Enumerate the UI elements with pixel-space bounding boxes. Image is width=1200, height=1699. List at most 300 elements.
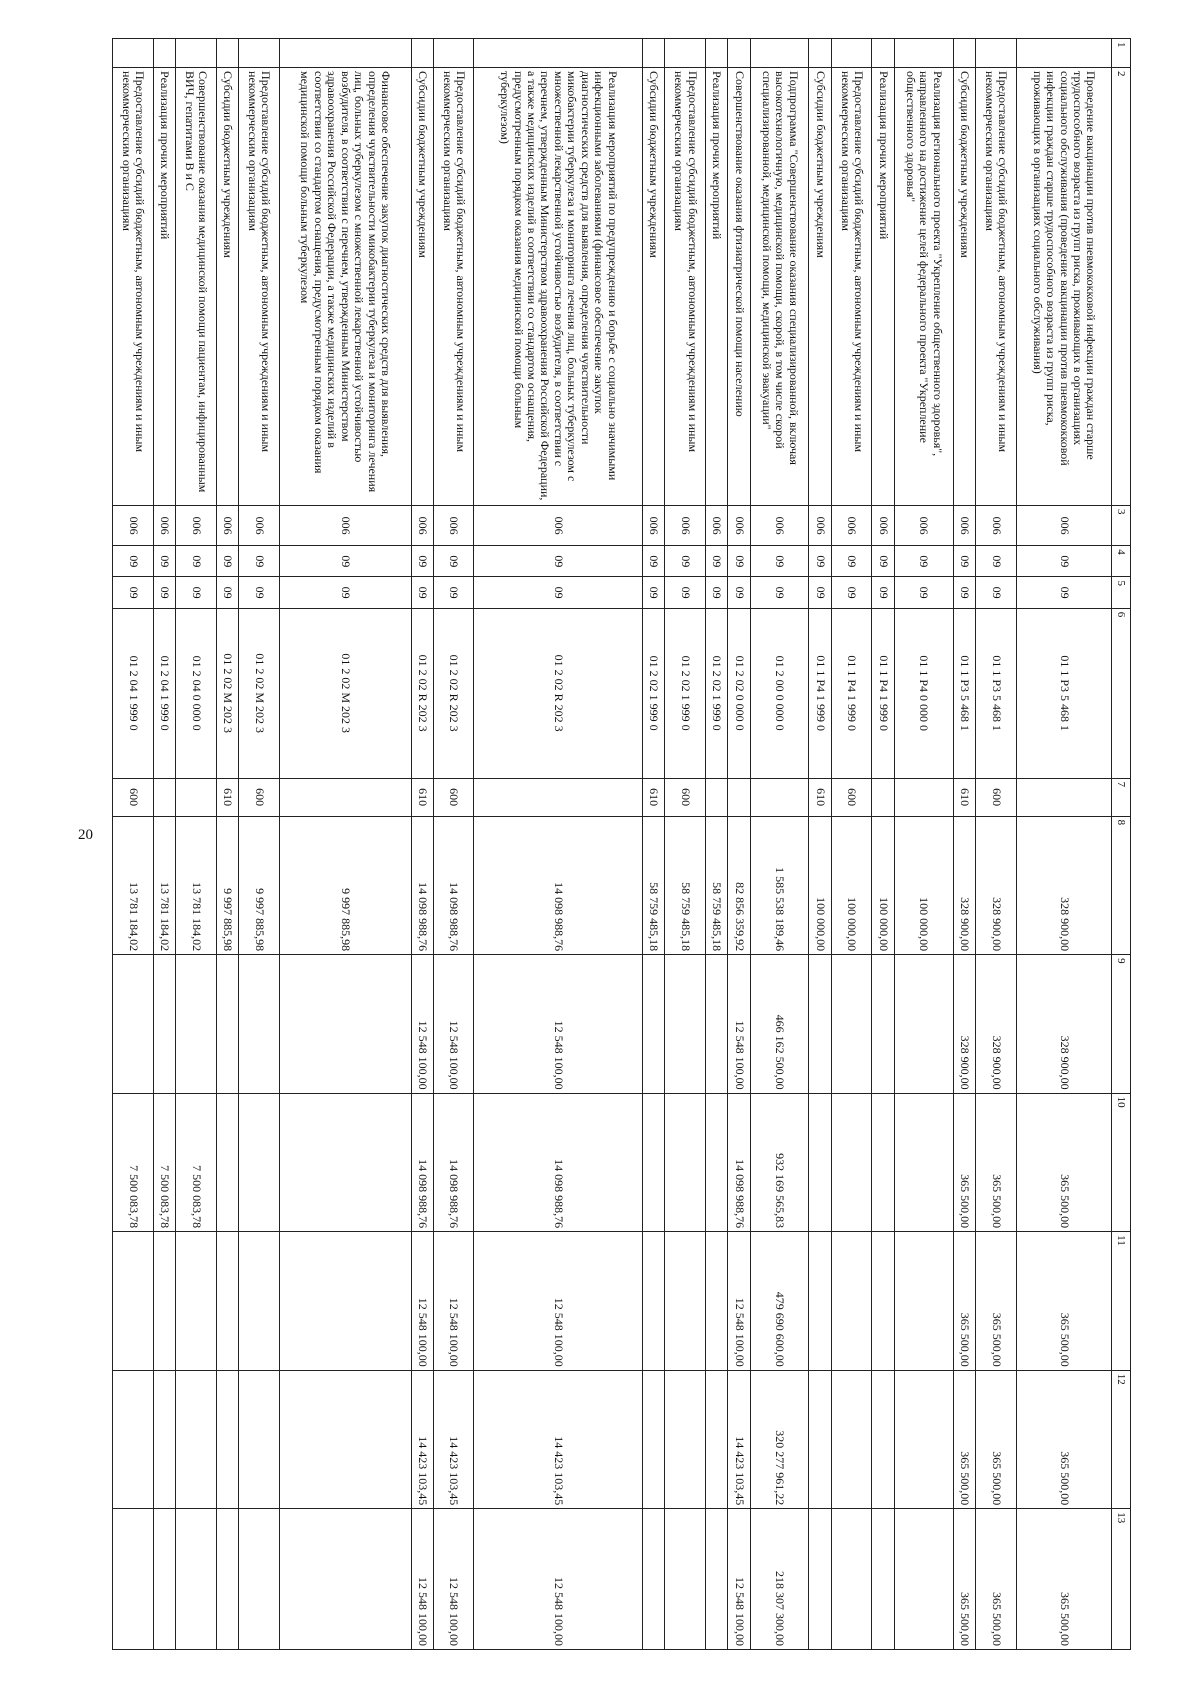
section-code: 09 [750, 546, 809, 577]
amount-col-9 [809, 955, 831, 1094]
budget-table-sheet [112, 38, 1131, 1650]
row-index [113, 39, 154, 68]
section-code: 09 [238, 546, 279, 577]
expense-type-code [474, 778, 642, 816]
target-article-code: 01 2 02 M 202 3 [279, 608, 411, 778]
row-description: Предоставление субсидий бюджетным, автономным учреждениям и иным некоммерческим организациям [665, 68, 706, 506]
amount-col-8: 58 759 485,18 [705, 816, 727, 955]
amount-col-11 [705, 1232, 727, 1371]
amount-col-8: 13 781 184,02 [153, 816, 175, 955]
target-article-code: 01 2 02 0 000 0 [728, 608, 750, 778]
subsection-code: 09 [872, 577, 894, 608]
amount-col-12 [665, 1370, 706, 1509]
row-description: Предоставление субсидий бюджетным, автономным учреждениям и иным некоммерческим организациям [113, 68, 154, 506]
amount-col-11: 365 500,00 [975, 1232, 1016, 1371]
amount-col-11 [872, 1232, 894, 1371]
amount-col-8: 82 856 359,92 [728, 816, 750, 955]
amount-col-9 [176, 955, 217, 1094]
amount-col-11 [809, 1232, 831, 1371]
amount-col-13: 12 548 100,00 [474, 1509, 642, 1650]
section-code: 09 [474, 546, 642, 577]
amount-col-12 [872, 1370, 894, 1509]
amount-col-13 [894, 1509, 953, 1650]
subsection-code: 09 [831, 577, 872, 608]
row-index [705, 39, 727, 68]
amount-col-10 [831, 1093, 872, 1232]
table-row [665, 39, 706, 1650]
page-number: 20 [78, 827, 93, 843]
row-description: Субсидии бюджетным учреждениям [953, 68, 975, 506]
header-row [1112, 39, 1131, 1650]
amount-col-12 [153, 1370, 175, 1509]
amount-col-11: 479 690 600,00 [750, 1232, 809, 1371]
amount-col-11 [113, 1232, 154, 1371]
table-row [153, 39, 175, 1650]
admin-code: 006 [474, 505, 642, 545]
admin-code: 006 [728, 505, 750, 545]
column-header: 3 [1112, 505, 1131, 545]
amount-col-8: 328 900,00 [1016, 816, 1111, 955]
amount-col-10: 7 500 083,78 [153, 1093, 175, 1232]
section-code: 09 [894, 546, 953, 577]
amount-col-13: 365 500,00 [975, 1509, 1016, 1650]
amount-col-12: 14 423 103,45 [474, 1370, 642, 1509]
amount-col-13 [642, 1509, 664, 1650]
expense-type-code: 600 [665, 778, 706, 816]
amount-col-12 [831, 1370, 872, 1509]
table-row [872, 39, 894, 1650]
section-code: 09 [153, 546, 175, 577]
amount-col-13: 365 500,00 [953, 1509, 975, 1650]
subsection-code: 09 [728, 577, 750, 608]
admin-code: 006 [176, 505, 217, 545]
amount-col-10 [238, 1093, 279, 1232]
column-header: 1 [1112, 39, 1131, 68]
amount-col-8: 328 900,00 [975, 816, 1016, 955]
row-index [872, 39, 894, 68]
table-row [176, 39, 217, 1650]
row-description: Реализация регионального проекта "Укрепление общественного здоровья", направленного на достижение целей федерального проекта "Укрепление общественного здоровья" [894, 68, 953, 506]
expense-type-code [705, 778, 727, 816]
admin-code: 006 [705, 505, 727, 545]
subsection-code: 09 [433, 577, 474, 608]
target-article-code: 01 2 04 0 000 0 [176, 608, 217, 778]
column-header: 9 [1112, 955, 1131, 1094]
target-article-code: 01 1 P4 1 999 0 [809, 608, 831, 778]
row-index [279, 39, 411, 68]
row-index [750, 39, 809, 68]
subsection-code: 09 [953, 577, 975, 608]
row-description: Субсидии бюджетным учреждениям [809, 68, 831, 506]
expense-type-code [872, 778, 894, 816]
column-header: 10 [1112, 1093, 1131, 1232]
expense-type-code: 610 [216, 778, 238, 816]
column-header: 8 [1112, 816, 1131, 955]
amount-col-9 [238, 955, 279, 1094]
amount-col-12 [642, 1370, 664, 1509]
row-index [831, 39, 872, 68]
row-description: Совершенствование оказания фтизиатрической помощи населению [728, 68, 750, 506]
expense-type-code: 610 [809, 778, 831, 816]
amount-col-12: 14 423 103,45 [411, 1370, 433, 1509]
amount-col-9: 12 548 100,00 [433, 955, 474, 1094]
amount-col-12: 14 423 103,45 [433, 1370, 474, 1509]
expense-type-code [153, 778, 175, 816]
amount-col-8: 9 997 885,98 [216, 816, 238, 955]
target-article-code: 01 2 02 R 202 3 [433, 608, 474, 778]
amount-col-10: 14 098 988,76 [433, 1093, 474, 1232]
amount-col-12 [216, 1370, 238, 1509]
amount-col-10: 365 500,00 [953, 1093, 975, 1232]
amount-col-8: 100 000,00 [872, 816, 894, 955]
amount-col-13 [176, 1509, 217, 1650]
amount-col-11 [665, 1232, 706, 1371]
row-index [665, 39, 706, 68]
subsection-code: 09 [665, 577, 706, 608]
expense-type-code [894, 778, 953, 816]
admin-code: 006 [894, 505, 953, 545]
row-index [153, 39, 175, 68]
column-header: 2 [1112, 68, 1131, 506]
row-index [411, 39, 433, 68]
column-header: 5 [1112, 577, 1131, 608]
row-index [975, 39, 1016, 68]
section-code: 09 [433, 546, 474, 577]
admin-code: 006 [113, 505, 154, 545]
amount-col-13: 365 500,00 [1016, 1509, 1111, 1650]
amount-col-8: 1 585 538 189,46 [750, 816, 809, 955]
target-article-code: 01 2 04 1 999 0 [113, 608, 154, 778]
amount-col-8: 13 781 184,02 [176, 816, 217, 955]
amount-col-13 [113, 1509, 154, 1650]
target-article-code: 01 2 02 1 999 0 [705, 608, 727, 778]
column-header: 12 [1112, 1370, 1131, 1509]
admin-code: 006 [216, 505, 238, 545]
amount-col-8: 13 781 184,02 [113, 816, 154, 955]
amount-col-13 [665, 1509, 706, 1650]
section-code: 09 [411, 546, 433, 577]
target-article-code: 01 1 P3 5 468 1 [975, 608, 1016, 778]
target-article-code: 01 1 P3 5 468 1 [953, 608, 975, 778]
amount-col-9 [113, 955, 154, 1094]
table-row [279, 39, 411, 1650]
amount-col-11 [176, 1232, 217, 1371]
section-code: 09 [705, 546, 727, 577]
amount-col-11: 365 500,00 [1016, 1232, 1111, 1371]
section-code: 09 [975, 546, 1016, 577]
amount-col-8: 14 098 988,76 [433, 816, 474, 955]
row-description: Реализация прочих мероприятий [872, 68, 894, 506]
admin-code: 006 [872, 505, 894, 545]
table-row [975, 39, 1016, 1650]
row-index [642, 39, 664, 68]
subsection-code: 09 [474, 577, 642, 608]
table-row [411, 39, 433, 1650]
amount-col-9: 12 548 100,00 [728, 955, 750, 1094]
amount-col-9 [642, 955, 664, 1094]
amount-col-10 [894, 1093, 953, 1232]
admin-code: 006 [831, 505, 872, 545]
admin-code: 006 [642, 505, 664, 545]
amount-col-9 [705, 955, 727, 1094]
amount-col-9 [665, 955, 706, 1094]
amount-col-11 [238, 1232, 279, 1371]
amount-col-13: 12 548 100,00 [411, 1509, 433, 1650]
amount-col-9 [153, 955, 175, 1094]
amount-col-12 [705, 1370, 727, 1509]
admin-code: 006 [153, 505, 175, 545]
subsection-code: 09 [216, 577, 238, 608]
amount-col-10: 14 098 988,76 [411, 1093, 433, 1232]
table-row [216, 39, 238, 1650]
target-article-code: 01 1 P4 1 999 0 [872, 608, 894, 778]
amount-col-13 [872, 1509, 894, 1650]
column-header: 4 [1112, 546, 1131, 577]
subsection-code: 09 [705, 577, 727, 608]
expense-type-code: 610 [642, 778, 664, 816]
subsection-code: 09 [176, 577, 217, 608]
amount-col-12 [809, 1370, 831, 1509]
amount-col-8: 58 759 485,18 [665, 816, 706, 955]
amount-col-8: 100 000,00 [831, 816, 872, 955]
admin-code: 006 [809, 505, 831, 545]
section-code: 09 [953, 546, 975, 577]
amount-col-12: 320 277 961,22 [750, 1370, 809, 1509]
expense-type-code [279, 778, 411, 816]
expense-type-code: 610 [411, 778, 433, 816]
column-header: 6 [1112, 608, 1131, 778]
target-article-code: 01 2 04 1 999 0 [153, 608, 175, 778]
subsection-code: 09 [975, 577, 1016, 608]
row-description: Проведение вакцинации против пневмококковой инфекции граждан старше трудоспособного возраста из групп риска, проживающих в организациях социального обслуживания (проведение вакцинации против пневмококковой инфекции граждан старше трудоспособного возраста из групп риска, проживающих в организациях социального обслуживания) [1016, 68, 1111, 506]
table-row [809, 39, 831, 1650]
row-index [238, 39, 279, 68]
column-header: 11 [1112, 1232, 1131, 1371]
row-index [809, 39, 831, 68]
amount-col-12: 365 500,00 [953, 1370, 975, 1509]
section-code: 09 [642, 546, 664, 577]
amount-col-10 [705, 1093, 727, 1232]
table-row [728, 39, 750, 1650]
amount-col-13: 12 548 100,00 [728, 1509, 750, 1650]
row-description: Субсидии бюджетным учреждениям [411, 68, 433, 506]
table-row [894, 39, 953, 1650]
subsection-code: 09 [153, 577, 175, 608]
section-code: 09 [176, 546, 217, 577]
section-code: 09 [809, 546, 831, 577]
table-row [705, 39, 727, 1650]
amount-col-8: 100 000,00 [809, 816, 831, 955]
amount-col-8: 14 098 988,76 [474, 816, 642, 955]
amount-col-9: 466 162 500,00 [750, 955, 809, 1094]
amount-col-11 [894, 1232, 953, 1371]
target-article-code: 01 1 P4 1 999 0 [831, 608, 872, 778]
amount-col-12 [279, 1370, 411, 1509]
amount-col-13 [279, 1509, 411, 1650]
amount-col-11 [279, 1232, 411, 1371]
expense-type-code [750, 778, 809, 816]
amount-col-13 [705, 1509, 727, 1650]
table-row [433, 39, 474, 1650]
subsection-code: 09 [411, 577, 433, 608]
amount-col-11 [153, 1232, 175, 1371]
expense-type-code [728, 778, 750, 816]
amount-col-12 [238, 1370, 279, 1509]
amount-col-9 [872, 955, 894, 1094]
target-article-code: 01 2 02 R 202 3 [411, 608, 433, 778]
admin-code: 006 [279, 505, 411, 545]
amount-col-10 [809, 1093, 831, 1232]
row-description: Предоставление субсидий бюджетным, автономным учреждениям и иным некоммерческим организациям [975, 68, 1016, 506]
row-index [953, 39, 975, 68]
amount-col-9 [279, 955, 411, 1094]
admin-code: 006 [411, 505, 433, 545]
subsection-code: 09 [1016, 577, 1111, 608]
expense-type-code: 610 [953, 778, 975, 816]
amount-col-9: 12 548 100,00 [411, 955, 433, 1094]
admin-code: 006 [665, 505, 706, 545]
target-article-code: 01 2 02 1 999 0 [665, 608, 706, 778]
amount-col-8: 9 997 885,98 [279, 816, 411, 955]
amount-col-12: 14 423 103,45 [728, 1370, 750, 1509]
amount-col-10 [665, 1093, 706, 1232]
section-code: 09 [665, 546, 706, 577]
amount-col-9 [894, 955, 953, 1094]
amount-col-8: 14 098 988,76 [411, 816, 433, 955]
table-row [1016, 39, 1111, 1650]
expense-type-code: 600 [113, 778, 154, 816]
target-article-code: 01 2 02 M 202 3 [238, 608, 279, 778]
amount-col-12 [894, 1370, 953, 1509]
amount-col-13: 12 548 100,00 [433, 1509, 474, 1650]
subsection-code: 09 [238, 577, 279, 608]
row-index [1016, 39, 1111, 68]
amount-col-10 [216, 1093, 238, 1232]
amount-col-11: 12 548 100,00 [411, 1232, 433, 1371]
amount-col-10: 365 500,00 [1016, 1093, 1111, 1232]
amount-col-10: 7 500 083,78 [113, 1093, 154, 1232]
amount-col-9 [831, 955, 872, 1094]
budget-table [112, 38, 1131, 1650]
section-code: 09 [279, 546, 411, 577]
row-description: Подпрограмма "Совершенствование оказания специализированной, включая высокотехнологичную, медицинской помощи, скорой, в том числе скорой специализированной, медицинской помощи, медицинской эвакуации" [750, 68, 809, 506]
admin-code: 006 [953, 505, 975, 545]
row-index [894, 39, 953, 68]
amount-col-12 [176, 1370, 217, 1509]
amount-col-13 [809, 1509, 831, 1650]
amount-col-13 [238, 1509, 279, 1650]
amount-col-9: 328 900,00 [1016, 955, 1111, 1094]
amount-col-11: 12 548 100,00 [728, 1232, 750, 1371]
amount-col-10: 7 500 083,78 [176, 1093, 217, 1232]
amount-col-13 [153, 1509, 175, 1650]
row-index [474, 39, 642, 68]
section-code: 09 [216, 546, 238, 577]
table-row [953, 39, 975, 1650]
section-code: 09 [831, 546, 872, 577]
amount-col-10 [872, 1093, 894, 1232]
row-description: Финансовое обеспечение закупок диагностических средств для выявления, определения чувствительности микобактерии туберкулеза и мониторинга лечения лиц, больных туберкулезом с множественной лекарственной устойчивостью возбудителя, в соответствии с перечнем, утвержденным Министерством здравоохранения Российской Федерации, а также медицинских изделий в соответствии со стандартом оснащения, предусмотренным порядком оказания медицинской помощи больным туберкулезом [279, 68, 411, 506]
amount-col-11: 12 548 100,00 [474, 1232, 642, 1371]
row-index [176, 39, 217, 68]
row-description: Реализация мероприятий по предупреждению и борьбе с социально значимыми инфекционными заболеваниями (финансовое обеспечение закупок диагностических средств для выявления, определения чувствительности микобактерии туберкулеза и мониторинга лечения лиц, больных туберкулезом с множественной лекарственной устойчивостью возбудителя, в соответствии с перечнем, утвержденным Министерством здравоохранения Российской Федерации, а также медицинских изделий в соответствии со стандартом оснащения, предусмотренным порядком оказания медицинской помощи больным туберкулезом) [474, 68, 642, 506]
row-index [433, 39, 474, 68]
target-article-code: 01 1 P4 0 000 0 [894, 608, 953, 778]
column-header: 7 [1112, 778, 1131, 816]
amount-col-13 [216, 1509, 238, 1650]
subsection-code: 09 [894, 577, 953, 608]
subsection-code: 09 [750, 577, 809, 608]
section-code: 09 [113, 546, 154, 577]
row-description: Предоставление субсидий бюджетным, автономным учреждениям и иным некоммерческим организациям [433, 68, 474, 506]
subsection-code: 09 [642, 577, 664, 608]
admin-code: 006 [750, 505, 809, 545]
amount-col-8: 9 997 885,98 [238, 816, 279, 955]
table-row [642, 39, 664, 1650]
amount-col-10 [642, 1093, 664, 1232]
row-description: Совершенствование оказания медицинской помощи пациентам, инфицированным ВИЧ, гепатитами В и С [176, 68, 217, 506]
expense-type-code: 600 [433, 778, 474, 816]
section-code: 09 [1016, 546, 1111, 577]
target-article-code: 01 2 00 0 000 0 [750, 608, 809, 778]
row-description: Предоставление субсидий бюджетным, автономным учреждениям и иным некоммерческим организациям [238, 68, 279, 506]
row-index [216, 39, 238, 68]
amount-col-10: 14 098 988,76 [474, 1093, 642, 1232]
amount-col-10 [279, 1093, 411, 1232]
section-code: 09 [872, 546, 894, 577]
table-body [113, 39, 1131, 1650]
expense-type-code: 600 [238, 778, 279, 816]
expense-type-code: 600 [831, 778, 872, 816]
amount-col-12 [113, 1370, 154, 1509]
amount-col-9 [216, 955, 238, 1094]
expense-type-code [176, 778, 217, 816]
amount-col-11 [642, 1232, 664, 1371]
table-row [750, 39, 809, 1650]
row-description: Предоставление субсидий бюджетным, автономным учреждениям и иным некоммерческим организациям [831, 68, 872, 506]
target-article-code: 01 2 02 1 999 0 [642, 608, 664, 778]
target-article-code: 01 2 02 M 202 3 [216, 608, 238, 778]
admin-code: 006 [433, 505, 474, 545]
amount-col-8: 100 000,00 [894, 816, 953, 955]
amount-col-9: 12 548 100,00 [474, 955, 642, 1094]
expense-type-code: 600 [975, 778, 1016, 816]
table-row [474, 39, 642, 1650]
amount-col-10: 932 169 565,83 [750, 1093, 809, 1232]
amount-col-11: 365 500,00 [953, 1232, 975, 1371]
subsection-code: 09 [113, 577, 154, 608]
admin-code: 006 [975, 505, 1016, 545]
expense-type-code [1016, 778, 1111, 816]
amount-col-12: 365 500,00 [975, 1370, 1016, 1509]
amount-col-10: 14 098 988,76 [728, 1093, 750, 1232]
target-article-code: 01 1 P3 5 468 1 [1016, 608, 1111, 778]
amount-col-13 [831, 1509, 872, 1650]
row-description: Субсидии бюджетным учреждениям [642, 68, 664, 506]
table-row [113, 39, 154, 1650]
row-description: Субсидии бюджетным учреждениям [216, 68, 238, 506]
amount-col-8: 58 759 485,18 [642, 816, 664, 955]
amount-col-8: 328 900,00 [953, 816, 975, 955]
amount-col-11 [216, 1232, 238, 1371]
amount-col-11 [831, 1232, 872, 1371]
amount-col-9: 328 900,00 [975, 955, 1016, 1094]
column-header: 13 [1112, 1509, 1131, 1650]
row-description: Реализация прочих мероприятий [153, 68, 175, 506]
amount-col-9: 328 900,00 [953, 955, 975, 1094]
row-index [728, 39, 750, 68]
subsection-code: 09 [809, 577, 831, 608]
